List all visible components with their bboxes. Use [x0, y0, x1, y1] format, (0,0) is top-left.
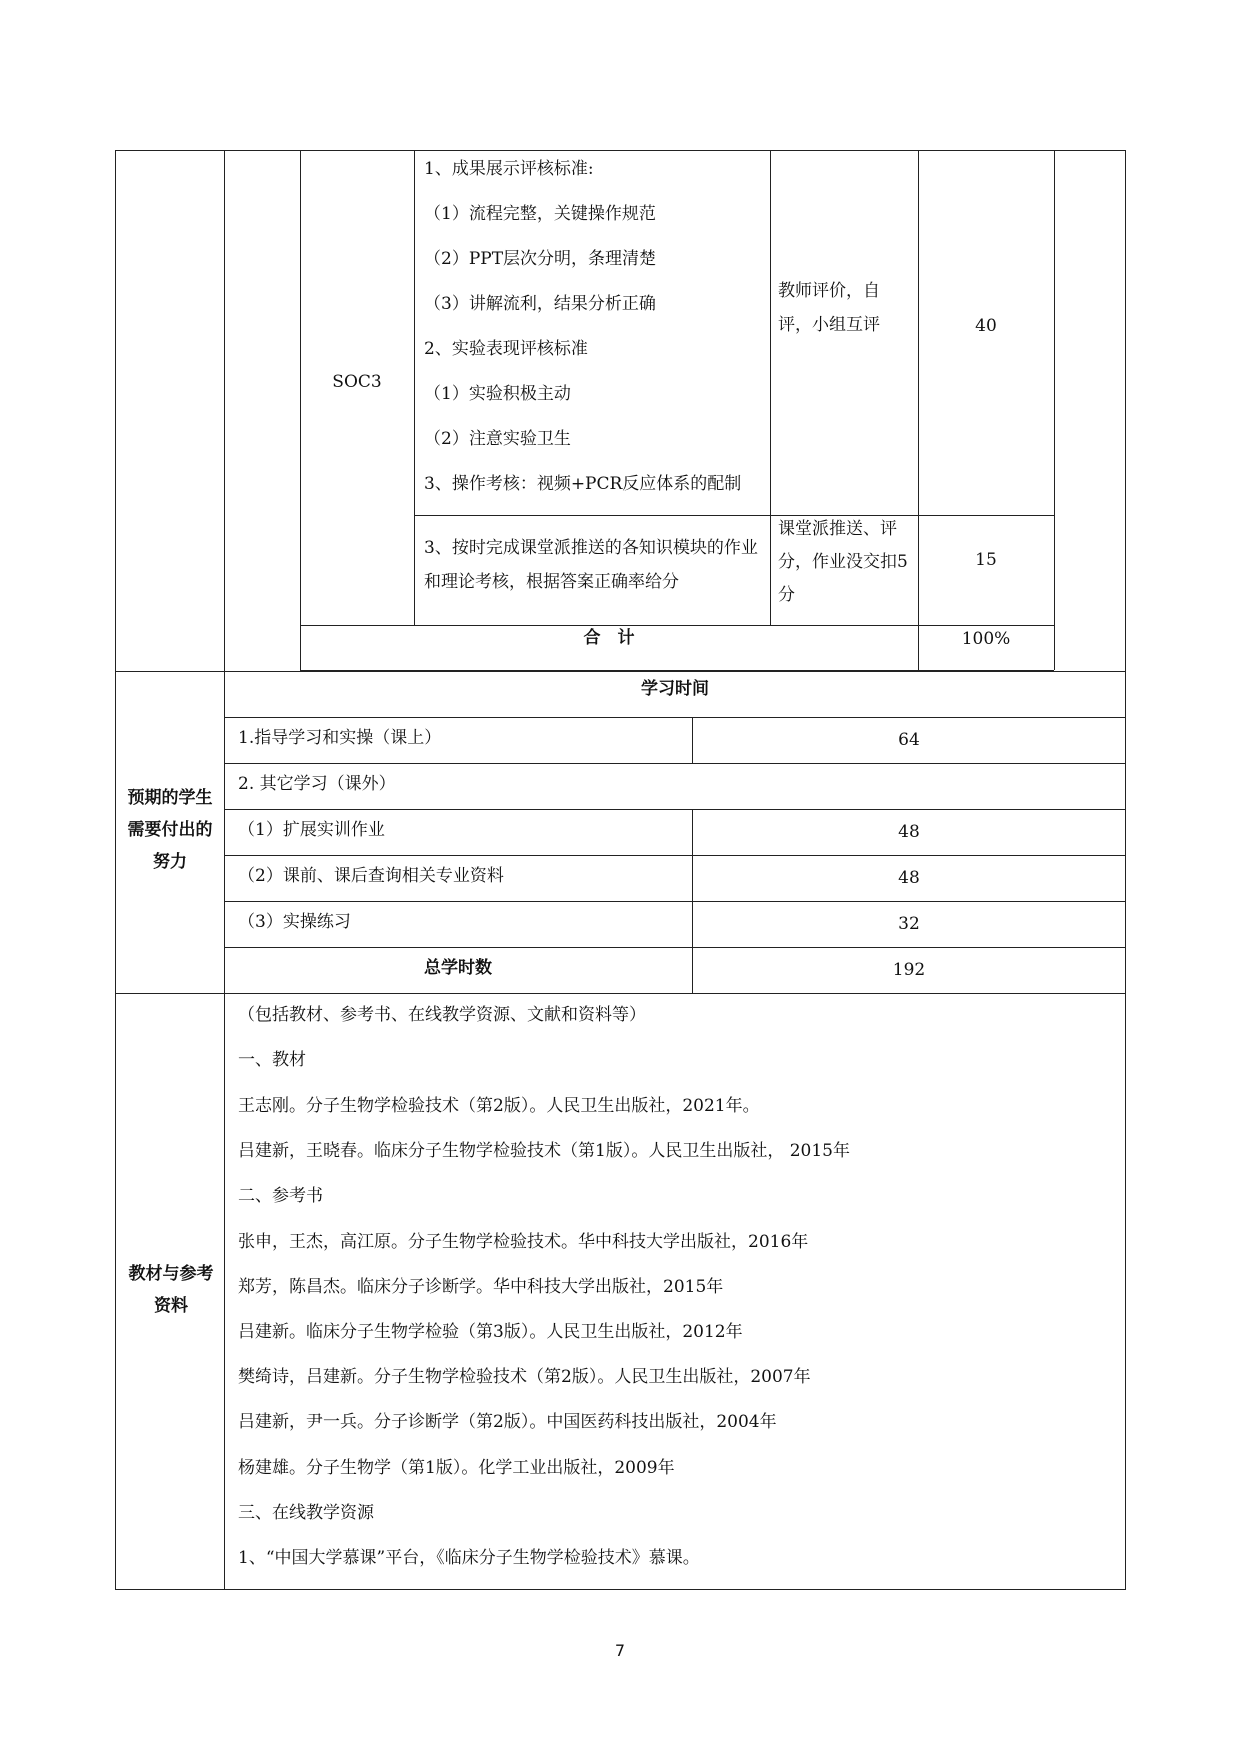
materials-line: 张申，王杰，高江原。分子生物学检验技术。华中科技大学出版社，2016年	[238, 1232, 809, 1252]
effort-row-label: （3）实操练习	[238, 912, 351, 932]
effort-row-value: 32	[898, 914, 920, 934]
weight-2: 15	[975, 550, 997, 570]
effort-row-label: （1）扩展实训作业	[238, 820, 385, 840]
effort-row-label: 2. 其它学习（课外）	[238, 774, 396, 794]
materials-line: （包括教材、参考书、在线教学资源、文献和资料等）	[238, 1005, 646, 1025]
evaluation-method-1: 教师评价，自评，小组互评	[778, 281, 880, 335]
materials-line: 杨建雄。分子生物学（第1版）。化学工业出版社，2009年	[238, 1458, 675, 1478]
materials-section-label: 教材与参考资料	[128, 1264, 214, 1316]
effort-row-label: （2）课前、课后查询相关专业资料	[238, 866, 504, 886]
criteria-line: （2）注意实验卫生	[424, 429, 571, 449]
criteria-line: （1）实验积极主动	[424, 384, 571, 404]
criteria-line: （1）流程完整，关键操作规范	[424, 204, 656, 224]
materials-line: 一、教材	[238, 1050, 306, 1070]
materials-line: 吕建新，尹一兵。分子诊断学（第2版）。中国医药科技出版社，2004年	[238, 1412, 777, 1432]
page-number: 7	[614, 1641, 626, 1660]
effort-row-value: 48	[898, 868, 920, 888]
materials-line: 樊绮诗，吕建新。分子生物学检验技术（第2版）。人民卫生出版社，2007年	[238, 1367, 811, 1387]
effort-total-label: 总学时数	[424, 958, 492, 978]
criteria-line: （3）讲解流利，结果分析正确	[424, 294, 656, 314]
materials-line: 吕建新。临床分子生物学检验（第3版）。人民卫生出版社，2012年	[238, 1322, 743, 1342]
criteria-line: 1、成果展示评核标准:	[424, 159, 594, 179]
total-label: 合 计	[583, 628, 635, 648]
weight-1: 40	[975, 316, 997, 336]
evaluation-method-2: 课堂派推送、评分，作业没交扣5分	[778, 519, 908, 605]
effort-row-value: 48	[898, 822, 920, 842]
materials-bottom-border	[115, 1589, 1126, 1590]
effort-total-value: 192	[892, 960, 926, 980]
criteria-2: 3、按时完成课堂派推送的各知识模块的作业和理论考核，根据答案正确率给分	[424, 538, 758, 592]
effort-header: 学习时间	[641, 679, 709, 699]
criteria-line: 3、操作考核：视频+PCR反应体系的配制	[424, 474, 742, 494]
criteria-line: 2、实验表现评核标准	[424, 339, 588, 359]
effort-section-label: 预期的学生需要付出的努力	[127, 788, 213, 872]
effort-row-value: 64	[898, 730, 920, 750]
materials-line: 王志刚。分子生物学检验技术（第2版）。人民卫生出版社，2021年。	[238, 1096, 760, 1116]
effort-row-label: 1.指导学习和实操（课上）	[238, 728, 442, 748]
criteria-line: （2）PPT层次分明，条理清楚	[424, 249, 657, 269]
materials-line: 三、在线教学资源	[238, 1503, 374, 1523]
materials-line: 吕建新，王晓春。临床分子生物学检验技术（第1版）。人民卫生出版社， 2015年	[238, 1141, 850, 1161]
materials-line: 郑芳，陈昌杰。临床分子诊断学。华中科技大学出版社，2015年	[238, 1277, 724, 1297]
materials-line: 1、“中国大学慕课”平台，《临床分子生物学检验技术》慕课。	[238, 1548, 700, 1568]
soc-label: SOC3	[332, 372, 382, 392]
total-value: 100%	[961, 629, 1011, 649]
materials-line: 二、参考书	[238, 1186, 323, 1206]
